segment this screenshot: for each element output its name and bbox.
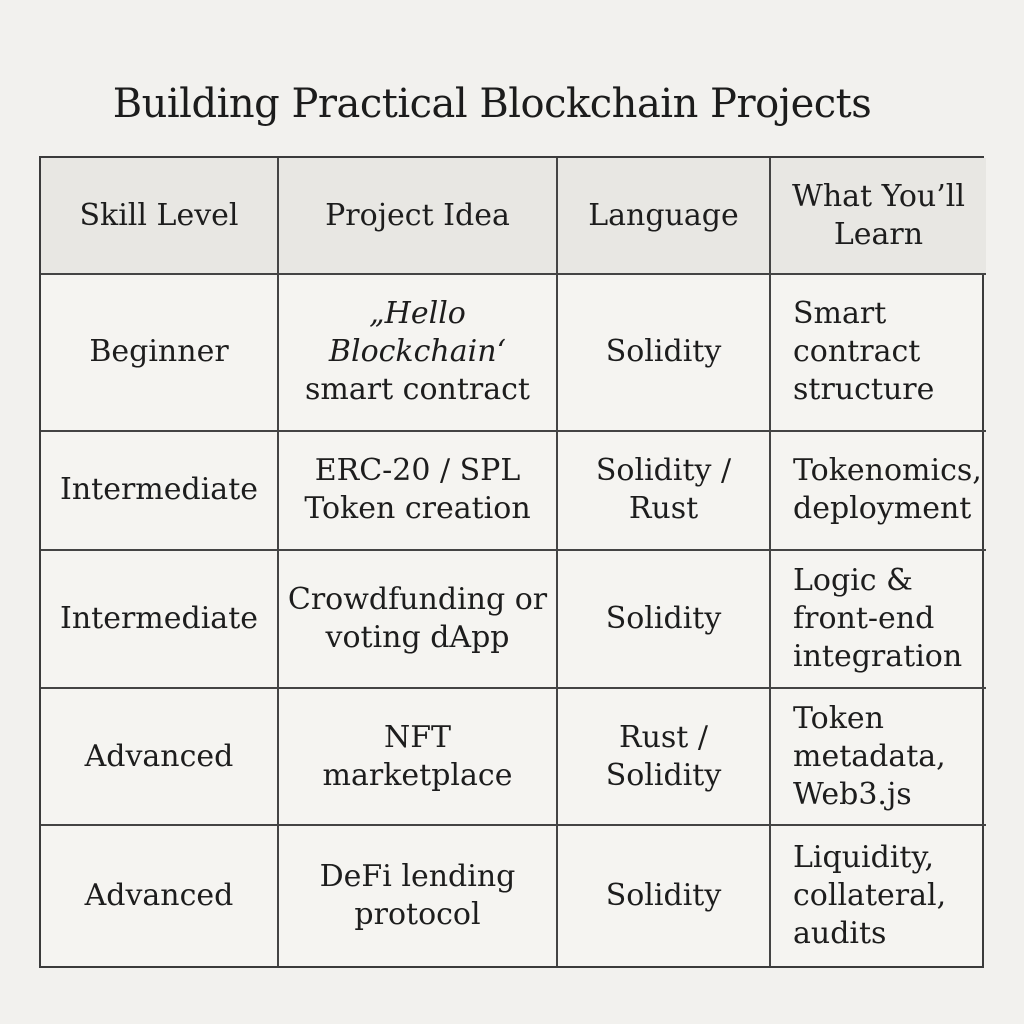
project-idea-cell	[278, 274, 557, 431]
skill-level-cell: Advanced	[41, 825, 278, 966]
learn-cell: Token metadata, Web3.js	[770, 688, 986, 825]
projects-table	[41, 158, 986, 966]
project-idea-line: smart contract	[305, 372, 530, 408]
project-idea-line: protocol	[354, 897, 481, 933]
project-idea-line: voting dApp	[325, 619, 510, 655]
table-row	[41, 274, 986, 431]
skill-level-cell: Advanced	[41, 688, 278, 825]
language-cell: Solidity	[557, 550, 770, 689]
language-cell: Solidity / Rust	[557, 431, 770, 550]
table-row	[41, 688, 986, 825]
project-idea-cell	[278, 825, 557, 966]
project-idea-line: DeFi lending	[319, 859, 516, 895]
project-idea-line: „Hello Blockchain‘	[328, 296, 507, 370]
learn-cell: Liquidity, collateral, audits	[770, 825, 986, 966]
table-row	[41, 550, 986, 689]
page-title: Building Practical Blockchain Projects	[112, 81, 872, 127]
project-idea-cell	[278, 550, 557, 689]
project-idea-line: ERC-20 / SPL	[314, 453, 521, 489]
table-header-row	[41, 158, 986, 274]
learn-cell: Smart contract structure	[770, 274, 986, 431]
header-project-idea: Project Idea	[278, 158, 557, 274]
learn-cell: Logic & front-end integration	[770, 550, 986, 689]
project-idea-cell	[278, 688, 557, 825]
project-idea-line: Token creation	[304, 491, 531, 527]
header-what-youll-learn: What You’ll Learn	[770, 158, 986, 274]
table-row	[41, 431, 986, 550]
header-language: Language	[557, 158, 770, 274]
skill-level-cell: Beginner	[41, 274, 278, 431]
project-idea-line: Crowdfunding or	[287, 581, 548, 617]
skill-level-cell: Intermediate	[41, 431, 278, 550]
language-cell: Solidity	[557, 825, 770, 966]
learn-cell: Tokenomics, deployment	[770, 431, 986, 550]
table-row	[41, 825, 986, 966]
language-cell: Rust / Solidity	[557, 688, 770, 825]
header-skill-level: Skill Level	[41, 158, 278, 274]
project-idea-line: NFT marketplace	[322, 719, 513, 793]
skill-level-cell: Intermediate	[41, 550, 278, 689]
projects-table-container	[39, 156, 984, 968]
language-cell: Solidity	[557, 274, 770, 431]
project-idea-cell	[278, 431, 557, 550]
